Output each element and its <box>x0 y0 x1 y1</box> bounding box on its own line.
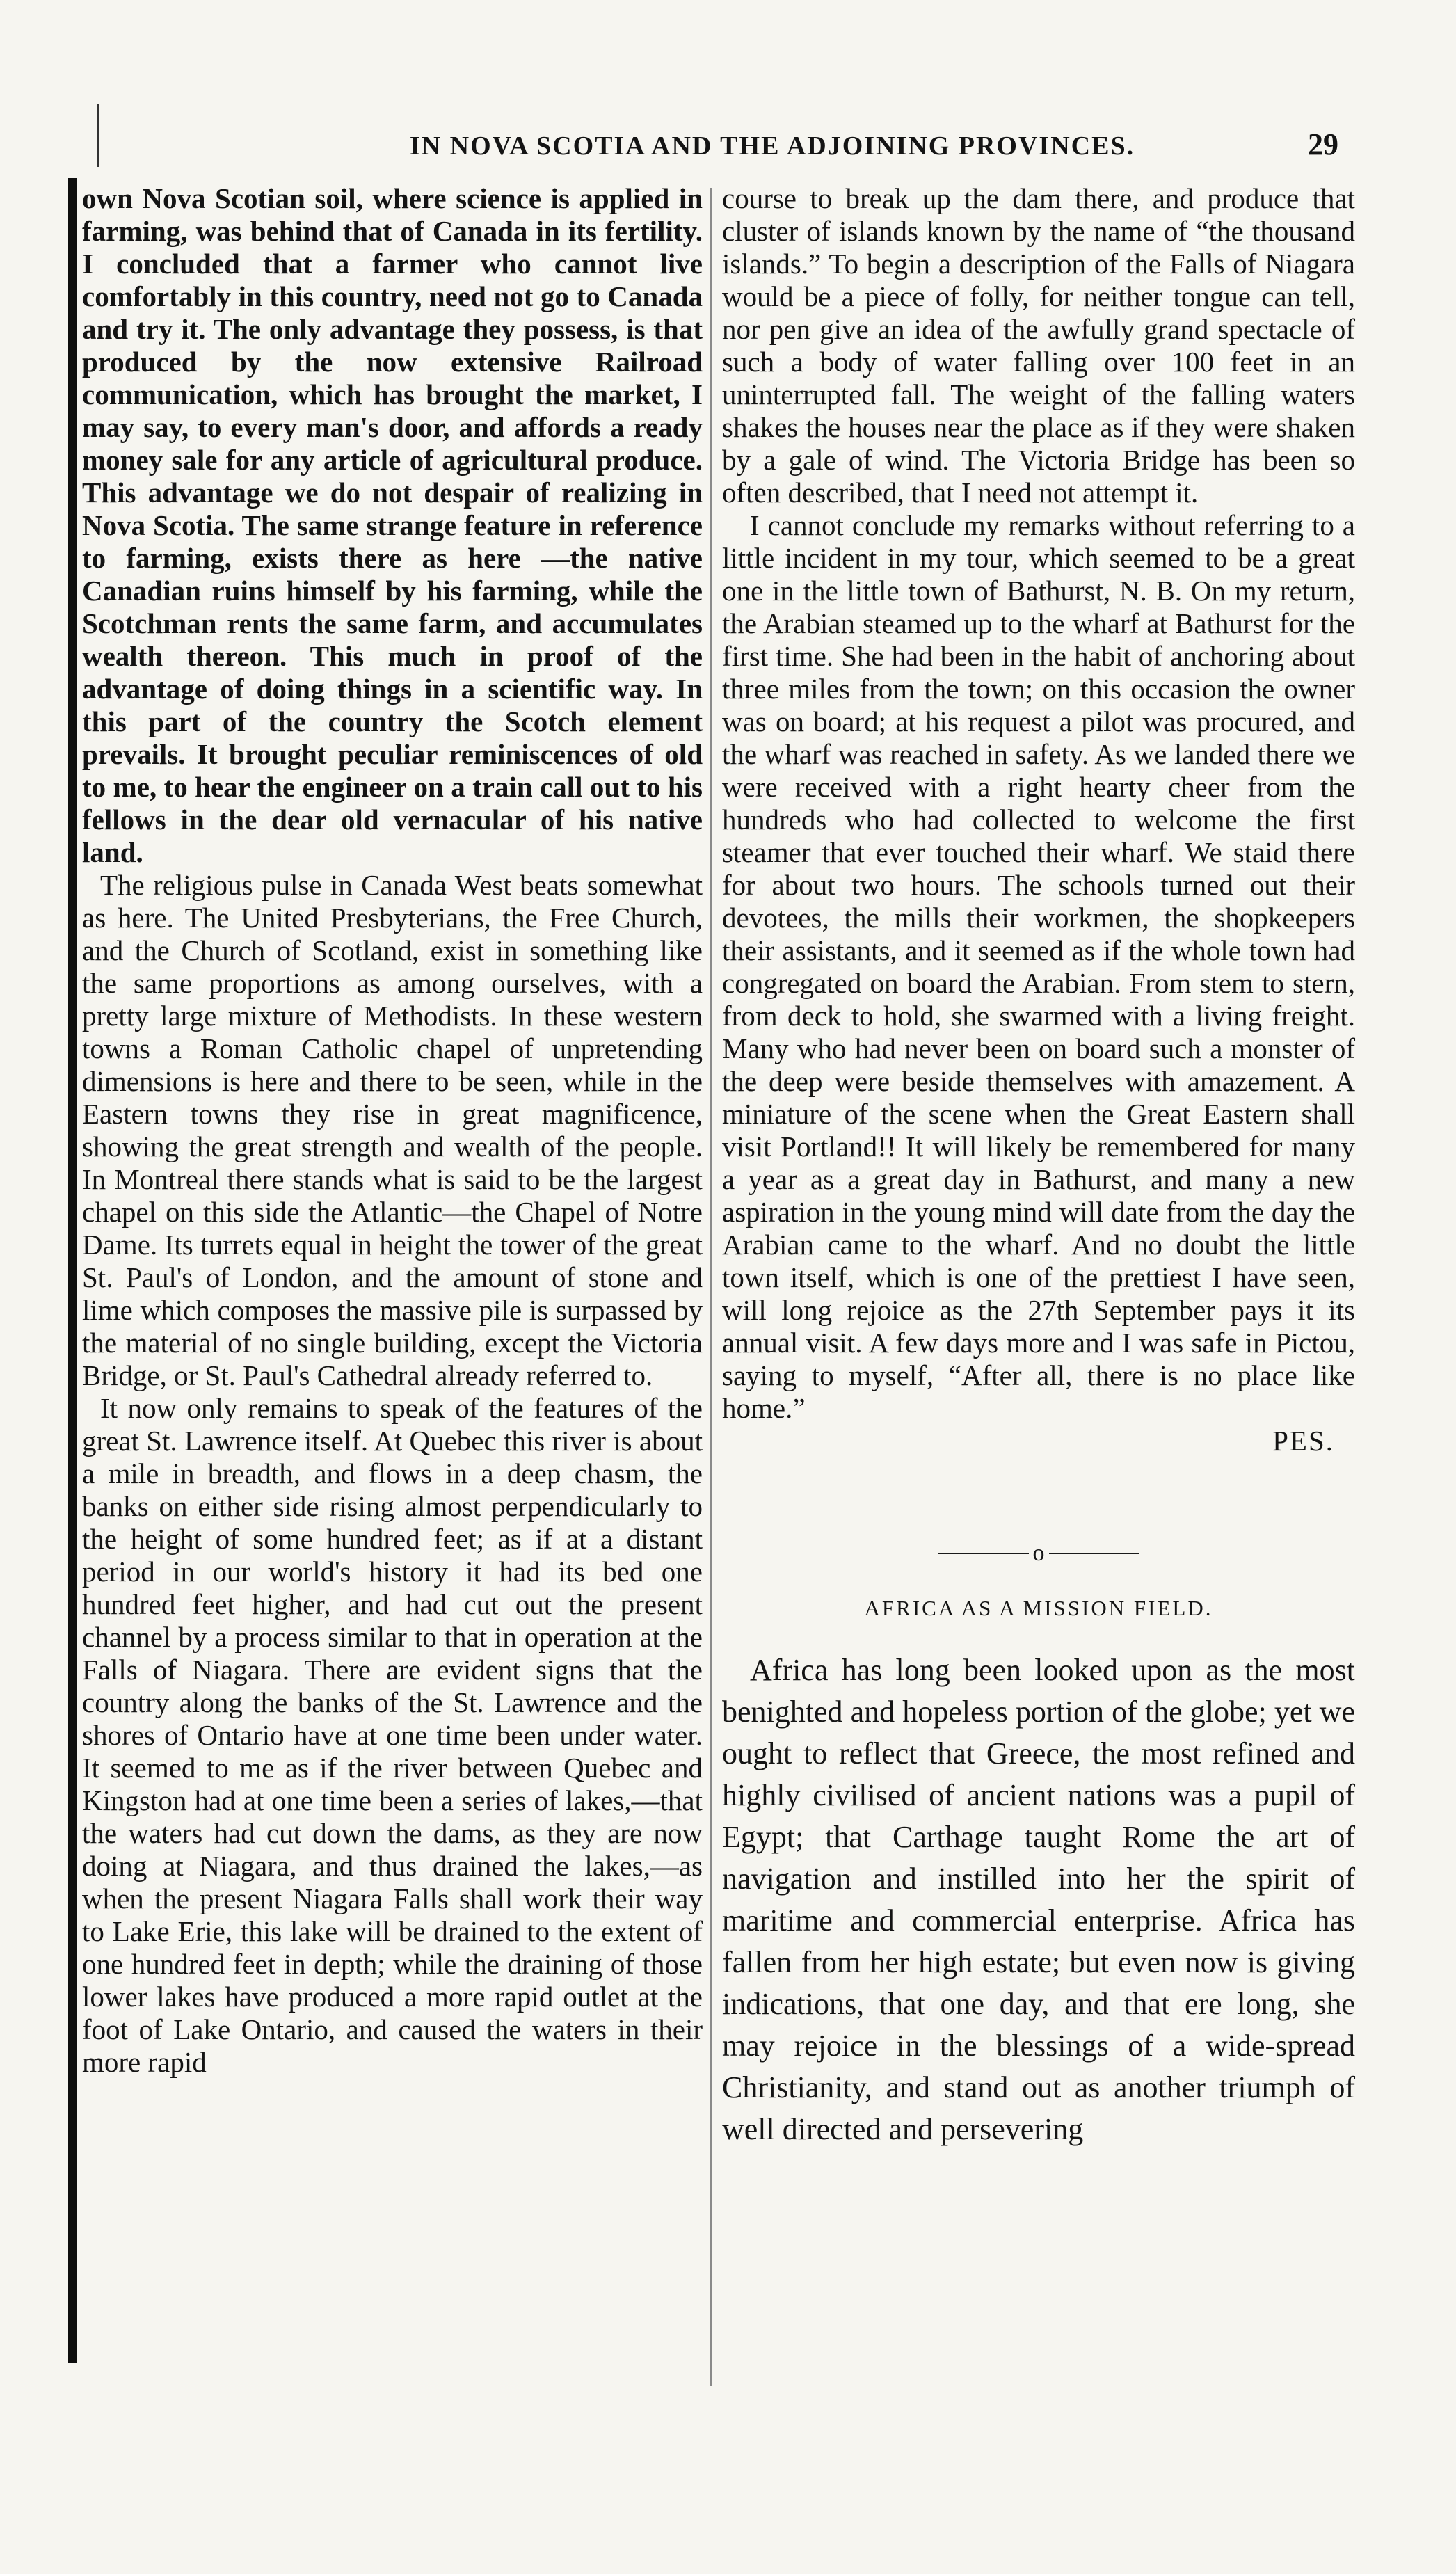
separator-rule <box>938 1553 1029 1554</box>
author-signature: PES. <box>1272 1425 1334 1457</box>
section-title: AFRICA AS A MISSION FIELD. <box>864 1596 1213 1621</box>
column-rule <box>710 188 712 2386</box>
separator-rule <box>1049 1553 1139 1554</box>
paragraph: It now only remains to speak of the features of the great St. Lawrence itself. At Quebec this river is about a mile in breadth, and flows in a deep chasm, the banks on either side rising almost perpendicularly to the height of some hundred feet; as if at a distant period in our world's history it had its bed one hundred feet higher, and had cut out the present channel by a process similar to that in operation at the Falls of Niagara. There are evident signs that the country along the banks of the St. Lawrence and the shores of Ontario have at one time been under water. It seemed to me as if the river between Quebec and Kingston had at one time been a series of lakes,—that the waters had cut down the dams, as they are now doing at Niagara, and thus drained the lakes,—as when the present Niagara Falls shall work their way to Lake Erie, this lake will be drained to the extent of one hundred feet in depth; while the draining of those lower lakes have produced a more rapid outlet at the foot of Lake Ontario, and caused the waters in their more rapid <box>82 1392 703 2078</box>
page-number: 29 <box>1308 127 1338 161</box>
right-column <box>722 182 1355 2150</box>
margin-bar <box>68 178 77 2363</box>
paragraph: The religious pulse in Canada West beats somewhat as here. The United Presbyterians, the Free Church, and the Church of Scotland, exist in something like the same proportions as among ourselves, with a pretty large mixture of Methodists. In these western towns a Roman Catholic chapel of unpretending dimensions is here and there to be seen, while in the Eastern towns they rise in great magnificence, showing the great strength and wealth of the people. In Montreal there stands what is said to be the largest chapel on this side the Atlantic—the Chapel of Notre Dame. Its turrets equal in height the tower of the great St. Paul's of London, and the amount of stone and lime which composes the massive pile is surpassed by the material of no single building, except the Victoria Bridge, or St. Paul's Cathedral already referred to. <box>82 869 703 1391</box>
paragraph: course to break up the dam there, and produce that cluster of islands known by the name of “the thousand islands.” To begin a description of the Falls of Niagara would be a piece of folly, for neither tongue can tell, nor pen give an idea of the awfully grand spectacle of such a body of water falling over 100 feet in an uninterrupted fall. The weight of the falling waters shakes the houses near the place as if they were shaken by a gale of wind. The Victoria Bridge has been so often described, that I need not attempt it. <box>722 182 1355 509</box>
left-column <box>82 182 703 2079</box>
running-head: IN NOVA SCOTIA AND THE ADJOINING PROVINCES. <box>409 131 1135 161</box>
section-separator <box>722 1534 1355 1569</box>
paragraph: own Nova Scotian soil, where science is applied in farming, was behind that of Canada in its fertility. I concluded that a farmer who cannot live comfortably in this country, need not go to Canada and try it. The only advantage they possess, is that produced by the now extensive Railroad communication, which has brought the market, I may say, to every man's door, and affords a ready money sale for any article of agricultural produce. This advantage we do not despair of realizing in Nova Scotia. The same strange feature in reference to farming, exists there as here —the native Canadian ruins himself by his farming, while the Scotchman rents the same farm, and accumulates wealth thereon. This much in proof of the advantage of doing things in a scientific way. In this part of the country the Scotch element prevails. It brought peculiar reminiscences of old to me, to hear the engineer on a train call out to his fellows in the dear old vernacular of his native land. <box>82 182 703 868</box>
scan-mark <box>97 104 99 167</box>
paragraph: Africa has long been looked upon as the most benighted and hopeless portion of the globe; yet we ought to reflect that Greece, the most refined and highly civilised of ancient nations was a pupil of Egypt; that Carthage taught Rome the art of navigation and instilled into her the spirit of maritime and commercial enterprise. Africa has fallen from her high estate; but even now is giving indications, that one day, and that ere long, she may rejoice in the blessings of a wide-spread Christianity, and stand out as another triumph of well directed and persevering <box>722 1653 1355 2147</box>
paragraph: I cannot conclude my remarks without referring to a little incident in my tour, which seemed to be a great one in the little town of Bathurst, N. B. On my return, the Arabian steamed up to the wharf at Bathurst for the first time. She had been in the habit of anchoring about three miles from the town; on this occasion the owner was on board; at his request a pilot was procured, and the wharf was reached in safety. As we landed there we were received with a right hearty cheer from the hundreds who had collected to welcome the first steamer that ever touched their wharf. We staid there for about two hours. The schools turned out their devotees, the mills their workmen, the shopkeepers their assistants, and it seemed as if the whole town had congregated on board the Arabian. From stem to stern, from deck to hold, she swarmed with a living freight. Many who had never been on board such a monster of the deep were beside themselves with amazement. A miniature of the scene when the Great Eastern shall visit Portland!! It will likely be remembered for many a year as a great day in Bathurst, and many a new aspiration in the young mind will date from the day the Arabian came to the wharf. And no doubt the little town itself, which is one of the prettiest I have seen, will long rejoice as the 27th September pays it its annual visit. A few days more and I was safe in Pictou, saying to myself, “After all, there is no place like home.” <box>722 509 1355 1424</box>
separator-mark: o <box>1032 1540 1045 1567</box>
article-body <box>722 1649 1355 2150</box>
